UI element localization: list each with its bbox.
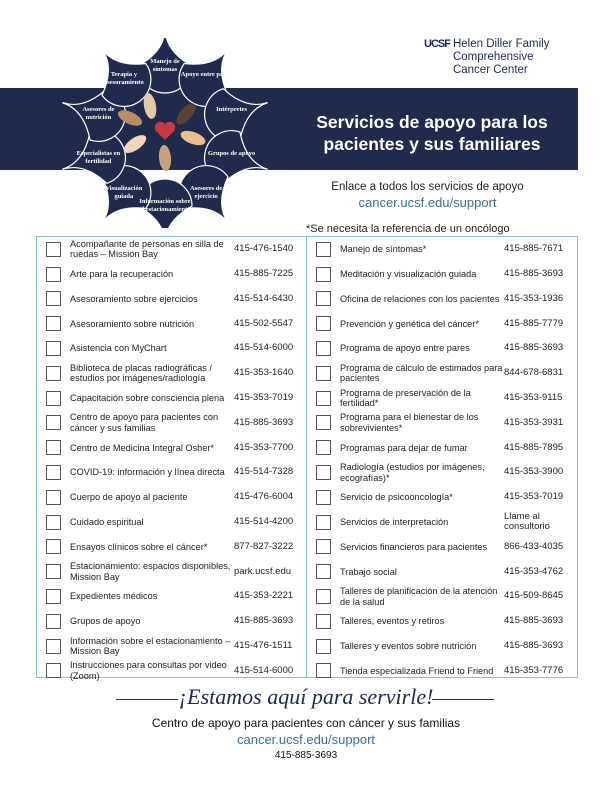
service-checkbox[interactable] [316,267,331,282]
service-name: Prevención y genética del cáncer* [340,318,479,329]
service-checkbox[interactable] [316,515,331,530]
service-checkbox[interactable] [46,440,61,455]
service-name: Grupos de apoyo [70,616,141,627]
service-checkbox[interactable] [46,267,61,282]
service-phone: 415-353-2221 [234,590,294,602]
service-row [310,510,576,535]
service-row [40,559,302,584]
service-checkbox[interactable] [46,490,61,505]
service-name: Programa de preservación de la fertilidad* [340,387,471,409]
service-checkbox[interactable] [46,639,61,654]
service-name: Talleres, eventos y retiros [340,616,445,627]
service-phone: 415-885-3693 [234,615,294,627]
service-phone: 415-353-3931 [504,416,564,428]
service-row [40,659,302,684]
footer-tagline: ¡Estamos aquí para servirle! [178,684,434,709]
service-row [40,411,302,436]
service-row [310,435,576,460]
service-phone: 415-353-7019 [234,391,294,403]
service-checkbox[interactable] [46,465,61,480]
service-phone: 415-353-7019 [504,491,564,503]
service-name: Programas para dejar de fumar [340,442,468,453]
service-checkbox[interactable] [316,341,331,356]
service-name: Talleres y eventos sobre nutrición [340,640,477,651]
service-name: COVID-19: información y línea directa [70,467,225,478]
service-checkbox[interactable] [46,291,61,306]
service-phone: 415-514-6000 [234,664,294,676]
service-phone: 415-514-4200 [234,515,294,527]
service-checkbox[interactable] [46,663,61,678]
all-services-link[interactable]: cancer.ucsf.edu/support [358,195,497,210]
service-row [40,386,302,411]
service-row [310,336,576,361]
service-checkbox[interactable] [316,366,331,381]
service-phone: 415-476-1540 [234,243,294,255]
service-row [310,460,576,485]
service-name: Cuidado espiritual [70,516,144,527]
service-name: Expedientes médicos [70,591,158,602]
service-checkbox[interactable] [46,242,61,257]
service-phone: 866-433-4035 [504,540,564,552]
service-row [310,386,576,411]
service-phone: 415-885-3693 [504,639,564,651]
service-name: Biblioteca de placas radiográficas / estudios por imágenes/radiología [70,362,212,384]
service-checkbox[interactable] [46,391,61,406]
service-name: Radiología (estudios por imágenes, ecografías)* [340,462,485,483]
service-phone: 415-885-7225 [234,267,294,279]
service-checkbox[interactable] [46,614,61,629]
service-phone: 415-502-5547 [234,317,294,329]
page-title: Servicios de apoyo para los pacientes y sus familiares [316,112,548,154]
service-row [40,510,302,535]
service-row [40,634,302,659]
service-checkbox[interactable] [316,291,331,306]
service-checkbox[interactable] [316,614,331,629]
service-phone: 415-509-8645 [504,590,564,602]
service-name: Servicios financieros para pacientes [340,541,488,552]
service-phone: 415-353-4762 [504,565,564,577]
petal-label: Intérpretes [216,106,248,114]
service-row [310,485,576,510]
petal-label: Apoyo entre pares [180,71,232,79]
service-checkbox[interactable] [46,564,61,579]
service-row [310,237,576,262]
service-name: Talleres de planificación de la atención de la salud [340,586,498,607]
footer-link[interactable]: cancer.ucsf.edu/support [236,732,376,747]
ucsf-logo-mark: UCSF [424,38,450,50]
service-phone: 415-885-3693 [234,416,294,428]
petal-label: Asesores de nutrición [82,106,115,122]
service-phone: 415-514-6000 [234,342,294,354]
petal-label: Manejo de síntomas [150,58,180,73]
service-checkbox[interactable] [316,539,331,554]
service-checkbox[interactable] [316,440,331,455]
service-name: Programa de cálculo de estimados para pacientes [340,362,503,384]
service-checkbox[interactable] [316,415,331,430]
service-phone: 415-353-1936 [504,292,564,304]
service-checkbox[interactable] [46,366,61,381]
service-phone: Llame al consultorio [504,510,550,533]
service-row [310,609,576,634]
service-checkbox[interactable] [316,242,331,257]
service-row [40,485,302,510]
service-checkbox[interactable] [316,663,331,678]
service-row [40,361,302,386]
service-checkbox[interactable] [316,589,331,604]
service-checkbox[interactable] [316,316,331,331]
petal-label: Información sobre el estacionamiento [139,198,191,213]
service-checkbox[interactable] [46,589,61,604]
service-name: Centro de apoyo para pacientes con cáncer y sus familias [70,412,219,433]
service-checkbox[interactable] [316,564,331,579]
service-row [310,659,576,684]
footer-phone: 415-885-3693 [274,750,338,761]
service-checkbox[interactable] [46,515,61,530]
service-row [310,311,576,336]
service-row [40,287,302,312]
service-checkbox[interactable] [46,341,61,356]
service-phone: 415-353-7700 [234,441,294,453]
service-row [310,287,576,312]
service-row [40,435,302,460]
service-name: Información sobre el estacionamiento – Mission Bay [70,635,231,657]
service-name: Oficina de relaciones con los pacientes [340,293,500,304]
service-row [40,535,302,560]
service-row [310,361,576,386]
service-checkbox[interactable] [46,316,61,331]
all-services-link-block [295,180,560,211]
service-phone: park.ucsf.edu [234,565,292,577]
service-name: Manejo de síntomas* [340,244,427,255]
service-phone: 415-476-1511 [234,639,293,651]
service-name: Centro de Medicina Integral Osher* [70,442,215,453]
service-checkbox[interactable] [316,490,331,505]
services-column-left [40,237,302,683]
service-phone: 415-353-3900 [504,466,564,478]
service-phone: 415-885-7671 [504,243,564,255]
service-phone: 415-353-1640 [234,367,294,379]
service-row [310,559,576,584]
service-name: Servicios de interpretación [340,516,449,527]
service-name: Instrucciones para consultas por video (Zoom) [70,660,227,681]
service-name: Asesoramiento sobre ejercicios [70,293,198,304]
service-row [310,634,576,659]
service-phone: 415-514-6430 [234,292,294,304]
service-name: Cuerpo de apoyo al paciente [70,492,188,503]
service-phone: 415-353-7776 [504,664,564,676]
service-name: Ensayos clínicos sobre el cáncer* [70,541,208,552]
petal-label: Especialistas en fertilidad [76,149,121,165]
services-column-right [310,237,576,683]
service-name: Estacionamiento: espacios disponibles, Mission Bay [70,561,231,582]
service-name: Arte para la recuperación [70,268,174,279]
petal-label: Visualización guiada [105,184,143,200]
service-row [40,584,302,609]
service-name: Servicio de psicooncología* [340,492,453,503]
service-row [310,535,576,560]
column-divider [306,236,307,678]
referral-note: *Se necesita la referencia de un oncólogo [306,223,510,235]
ucsf-logo-text: Helen Diller Family Comprehensive Cancer Center [452,38,550,76]
service-checkbox[interactable] [316,639,331,654]
service-checkbox[interactable] [46,415,61,430]
petal-label: Grupos de apoyo [207,149,256,157]
service-phone: 877-827-3222 [234,540,294,552]
service-phone: 415-885-3693 [504,267,564,279]
heart-icon [155,122,175,140]
service-name: Acompañante de personas en silla de ruedas – Mission Bay [70,238,224,260]
service-row [40,237,302,262]
service-phone: 415-885-7779 [504,317,564,329]
service-name: Capacitación sobre consciencia plena [70,392,225,403]
service-row [310,411,576,436]
service-row [40,262,302,287]
all-services-label: Enlace a todos los servicios de apoyo [331,181,524,193]
petal-label: Terapia y asesoramiento [103,71,144,87]
service-row [40,609,302,634]
service-phone: 415-885-7895 [504,441,564,453]
service-row [40,460,302,485]
service-name: Asistencia con MyChart [70,343,167,354]
service-name: Meditación y visualización guiada [340,268,477,279]
service-checkbox[interactable] [316,465,331,480]
service-checkbox[interactable] [46,539,61,554]
service-row [310,262,576,287]
service-name: Asesoramiento sobre nutrición [70,318,195,329]
service-row [40,336,302,361]
service-name: Programa para el bienestar de los sobrevivientes* [340,412,479,433]
petal-label: Asesores de ejercicio [190,184,223,200]
service-checkbox[interactable] [316,391,331,406]
service-phone: 415-885-3693 [504,342,564,354]
service-phone: 844-678-6831 [504,367,564,379]
service-phone: 415-476-6004 [234,491,294,503]
service-phone: 415-514-7328 [234,466,294,478]
service-row [40,311,302,336]
service-row [310,584,576,609]
service-phone: 415-353-9115 [504,391,563,403]
ucsf-logo [424,38,549,77]
service-name: Programa de apoyo entre pares [340,343,470,354]
service-name: Trabajo social [340,566,397,577]
service-phone: 415-885-3693 [504,615,564,627]
footer-center-name: Centro de apoyo para pacientes con cáncer y sus familias [151,716,461,730]
service-name: Tienda especializada Friend to Friend [340,665,494,676]
